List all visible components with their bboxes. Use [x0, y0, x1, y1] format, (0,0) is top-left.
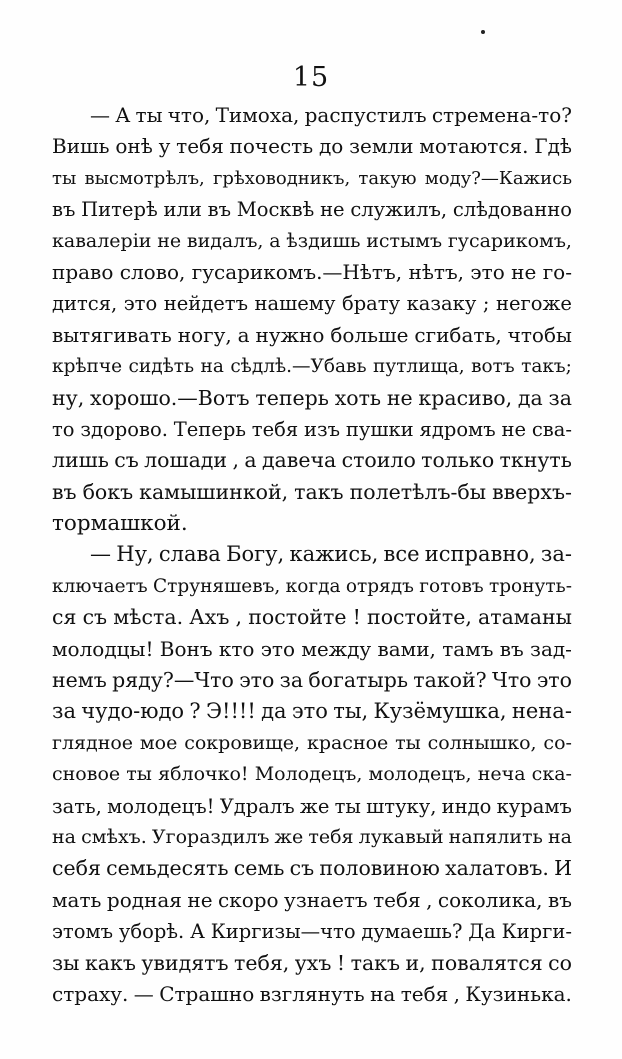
word: за: [548, 385, 572, 410]
word: такой?: [413, 668, 487, 693]
text-line: [52, 100, 572, 131]
word: такъ;: [521, 356, 572, 378]
word: за: [52, 699, 76, 724]
text-line: [52, 791, 572, 822]
word: ты: [334, 794, 361, 818]
text-line: [52, 979, 572, 1010]
word: тронуть-: [488, 575, 572, 597]
text-line: [52, 477, 572, 508]
word: сокровище,: [184, 731, 301, 754]
word: ;: [482, 292, 490, 316]
text-line: [52, 226, 572, 257]
word: стремена-то?: [431, 103, 572, 127]
text-line: [52, 602, 572, 633]
word: —: [90, 542, 111, 567]
word: думаешь?: [361, 920, 463, 944]
word: распустилъ: [304, 103, 427, 127]
word: же: [299, 794, 330, 818]
text-line: [52, 539, 572, 570]
word: ключаетъ: [52, 575, 148, 597]
word: какъ: [84, 950, 136, 975]
word: лошади: [144, 448, 228, 473]
word: курамъ: [496, 794, 572, 818]
word: богатырь: [308, 668, 408, 693]
word: Вишь: [52, 134, 110, 159]
text-line: [52, 948, 572, 979]
word: давеча: [261, 448, 337, 473]
text-line: [52, 822, 572, 853]
word: а: [269, 229, 281, 252]
word: на: [52, 825, 76, 848]
word: это: [123, 292, 158, 316]
word: когда: [285, 575, 341, 597]
word: увидятъ: [141, 950, 229, 975]
word: уборѣ.: [118, 920, 185, 944]
word: все: [383, 542, 420, 567]
word: немъ: [52, 668, 107, 693]
word: видалъ,: [186, 229, 264, 252]
word: ухъ: [294, 950, 332, 975]
word: Гдѣ: [534, 134, 572, 159]
word: да: [517, 385, 543, 410]
word: !: [352, 605, 361, 630]
word: —: [90, 103, 110, 127]
word: индо: [441, 794, 492, 818]
word: Да: [468, 920, 496, 944]
word: Богу,: [226, 542, 285, 567]
word: это: [260, 636, 296, 661]
word: И: [554, 856, 572, 881]
word: сновое: [52, 763, 121, 786]
page-number: 15: [292, 62, 330, 93]
word: слава: [158, 542, 221, 567]
word: это: [470, 259, 505, 284]
word: сидѣть: [128, 356, 195, 378]
word: мое: [139, 731, 178, 754]
word: —: [133, 981, 154, 1006]
word: то: [52, 417, 75, 441]
word: ногу,: [177, 322, 232, 347]
word: Страшно: [159, 981, 255, 1006]
word: красное: [306, 731, 389, 754]
word: служилъ,: [350, 198, 448, 222]
text-line: [52, 571, 572, 602]
word: а: [237, 322, 250, 347]
word: кажись,: [289, 542, 379, 567]
word: тебя: [400, 981, 449, 1006]
word: исправно,: [424, 542, 536, 567]
word: это: [536, 668, 572, 693]
text-line: [52, 885, 572, 916]
text-line: [52, 163, 572, 194]
word: это: [291, 699, 328, 724]
word: красиво,: [418, 385, 513, 410]
word: пушки: [345, 417, 414, 441]
word: ся: [52, 605, 77, 630]
word: онѣ: [115, 134, 153, 159]
word: яблочко!: [158, 763, 249, 786]
word: въ: [547, 887, 572, 912]
word: го-: [542, 259, 572, 284]
word: отрядъ: [345, 575, 414, 597]
word: теперь: [255, 385, 329, 410]
word: ядромъ: [419, 417, 496, 441]
word: вотъ: [471, 356, 515, 378]
word: стоило: [341, 448, 416, 473]
word: взглянуть: [259, 981, 365, 1006]
word: нена-: [511, 699, 572, 724]
word: хоть: [334, 385, 382, 410]
word: повалятся: [431, 950, 543, 975]
word: вытягивать: [52, 322, 172, 347]
word: такъ: [294, 479, 344, 504]
body-text: [52, 100, 572, 1010]
word: не: [320, 198, 345, 222]
word: лишь: [52, 448, 109, 473]
word: сва-: [531, 417, 572, 441]
text-line: [52, 665, 572, 696]
word: готовъ: [419, 575, 484, 597]
word: скоро: [218, 887, 279, 912]
word: Кузёмушка,: [373, 699, 507, 724]
word: кто: [218, 636, 255, 661]
word: казаку: [406, 292, 477, 316]
word: А: [115, 103, 131, 127]
word: право: [52, 259, 114, 284]
word: нейдетъ: [163, 292, 248, 316]
word: бокъ: [82, 479, 134, 504]
word: дится,: [52, 292, 118, 316]
word: на: [547, 825, 572, 848]
word: въ: [207, 198, 231, 222]
text-line: [52, 634, 572, 665]
word: А: [190, 920, 205, 944]
word: Теперь: [173, 417, 246, 441]
word: да: [261, 699, 287, 724]
word: сѣдлѣ.—Убавь: [230, 356, 367, 378]
word: не: [511, 259, 537, 284]
text-line: [52, 194, 572, 225]
word: ,: [232, 448, 239, 473]
ink-speck: [481, 30, 485, 34]
word: неча: [477, 763, 526, 786]
word: ну,: [52, 385, 85, 410]
word: негоже: [495, 292, 572, 316]
word: изъ: [304, 417, 341, 441]
word: тормашкой.: [52, 511, 188, 537]
word: молодецъ,: [368, 763, 472, 786]
word: а: [244, 448, 257, 473]
word: Ахъ: [189, 605, 230, 630]
word: съ: [82, 605, 108, 630]
text-line: [52, 414, 572, 445]
word: ,: [426, 887, 433, 912]
word: крѣпче: [52, 356, 123, 378]
text-line: [52, 696, 572, 727]
word: мѣста.: [113, 605, 184, 630]
text-line: [52, 728, 572, 759]
word: истымъ: [366, 229, 443, 252]
word: не: [157, 229, 182, 252]
word: со-: [543, 731, 572, 754]
word: за-: [540, 542, 572, 567]
word: смѣхъ.: [81, 825, 147, 848]
word: тамъ: [442, 636, 494, 661]
word: грѣховодникъ,: [212, 167, 351, 189]
word: полетѣлъ-бы: [349, 479, 487, 504]
word: чтобы: [507, 322, 572, 347]
word: этомъ: [52, 920, 114, 944]
word: со: [548, 950, 572, 975]
text-line: [52, 759, 572, 790]
word: слѣдованно: [452, 198, 572, 222]
word: постойте,: [367, 605, 472, 630]
text-line: [52, 853, 572, 884]
word: молодецъ!: [107, 794, 215, 818]
word: зад-: [530, 636, 572, 661]
word: зы: [52, 950, 80, 975]
word: моду?—Кажись: [424, 167, 572, 189]
word: ,: [235, 605, 243, 630]
word: атаманы: [478, 605, 572, 630]
word: кавалеріи: [52, 229, 152, 252]
word: узнаетъ: [284, 887, 368, 912]
word: себя: [52, 856, 101, 881]
text-line: [52, 131, 572, 162]
word: на: [200, 356, 224, 378]
word: лукавый: [358, 825, 444, 848]
word: у: [158, 134, 171, 159]
word: ряду?—Что: [112, 668, 234, 693]
word: Кузинька.: [465, 981, 572, 1006]
word: Москвѣ: [236, 198, 315, 222]
word: или: [163, 198, 202, 222]
word: ты: [126, 763, 152, 786]
word: только: [421, 448, 495, 473]
word: ска-: [531, 763, 572, 786]
word: сгибать,: [414, 322, 502, 347]
word: слово,: [119, 259, 186, 284]
word: Вонъ: [159, 636, 213, 661]
word: на: [370, 981, 396, 1006]
word: напялить: [448, 825, 543, 848]
word: не: [501, 417, 527, 441]
word: высмотрѣлъ,: [84, 167, 205, 189]
word: тебя: [176, 134, 224, 159]
word: брату: [341, 292, 401, 316]
word: семь: [233, 856, 285, 881]
word: такую: [358, 167, 417, 189]
word: Э!!!!: [205, 699, 256, 724]
word: нѣтъ,: [408, 259, 465, 284]
word: съ: [114, 448, 139, 473]
word: камышинкой,: [139, 479, 289, 504]
word: гусарикомъ,: [447, 229, 572, 252]
word: глядное: [52, 731, 134, 754]
word: Удралъ: [219, 794, 295, 818]
word: почесть: [229, 134, 314, 159]
word: Струняшевъ,: [152, 575, 281, 597]
word: между: [301, 636, 372, 661]
word: семьдесять: [106, 856, 229, 881]
text-line: [52, 383, 572, 414]
word: Питерѣ: [81, 198, 158, 222]
word: ты: [395, 731, 421, 754]
word: молодцы!: [52, 636, 154, 661]
word: солнышко,: [427, 731, 537, 754]
word: не: [386, 385, 413, 410]
word: половиною: [319, 856, 440, 881]
word: тебя,: [234, 950, 290, 975]
word: Тимоха,: [215, 103, 300, 127]
word: халатовъ.: [445, 856, 549, 881]
word: нужно: [255, 322, 325, 347]
text-line: [52, 257, 572, 288]
word: что,: [167, 103, 211, 127]
word: ткнуть: [499, 448, 572, 473]
word: зать,: [52, 794, 102, 818]
word: больше: [330, 322, 409, 347]
word: такъ: [350, 950, 401, 975]
word: постойте: [248, 605, 347, 630]
word: тебя: [251, 417, 299, 441]
word: ты: [52, 167, 77, 189]
word: тебя: [308, 825, 354, 848]
text-line: [52, 445, 572, 476]
word: въ: [52, 198, 76, 222]
word: тебя: [373, 887, 421, 912]
word: хорошо.—Вотъ: [90, 385, 250, 410]
word: Киргизы—что: [210, 920, 356, 944]
word: Угораздилъ: [151, 825, 270, 848]
word: Что: [491, 668, 532, 693]
word: родная: [106, 887, 182, 912]
word: штуку,: [366, 794, 437, 818]
word: это: [239, 668, 275, 693]
word: страху.: [52, 981, 129, 1006]
word: мать: [52, 887, 102, 912]
word: здорово.: [80, 417, 168, 441]
word: вверхъ-: [492, 479, 572, 504]
word: Кирги-: [501, 920, 572, 944]
word: ты,: [333, 699, 369, 724]
word: нашему: [254, 292, 336, 316]
word: Молодецъ,: [254, 763, 363, 786]
word: земли: [349, 134, 414, 159]
word: съ: [289, 856, 315, 881]
text-line: [52, 508, 572, 539]
word: !: [336, 950, 346, 975]
word: въ: [52, 479, 77, 504]
word: вами,: [377, 636, 436, 661]
word: Ну,: [116, 542, 154, 567]
word: мотаются.: [419, 134, 529, 159]
text-line: [52, 288, 572, 319]
word: соколика,: [437, 887, 543, 912]
word: не: [187, 887, 213, 912]
word: въ: [499, 636, 524, 661]
text-line: [52, 351, 572, 382]
text-line: [52, 916, 572, 947]
word: же: [274, 825, 304, 848]
word: до: [318, 134, 344, 159]
word: чудо-юдо: [81, 699, 185, 724]
text-line: [52, 320, 572, 351]
word: путлища,: [372, 356, 465, 378]
word: за: [279, 668, 304, 693]
word: ѣздишь: [286, 229, 361, 252]
word: ты: [135, 103, 163, 127]
word: и,: [405, 950, 426, 975]
word: гусарикомъ.—Нѣтъ,: [191, 259, 403, 284]
word: ,: [453, 981, 461, 1006]
word: ?: [189, 699, 201, 724]
